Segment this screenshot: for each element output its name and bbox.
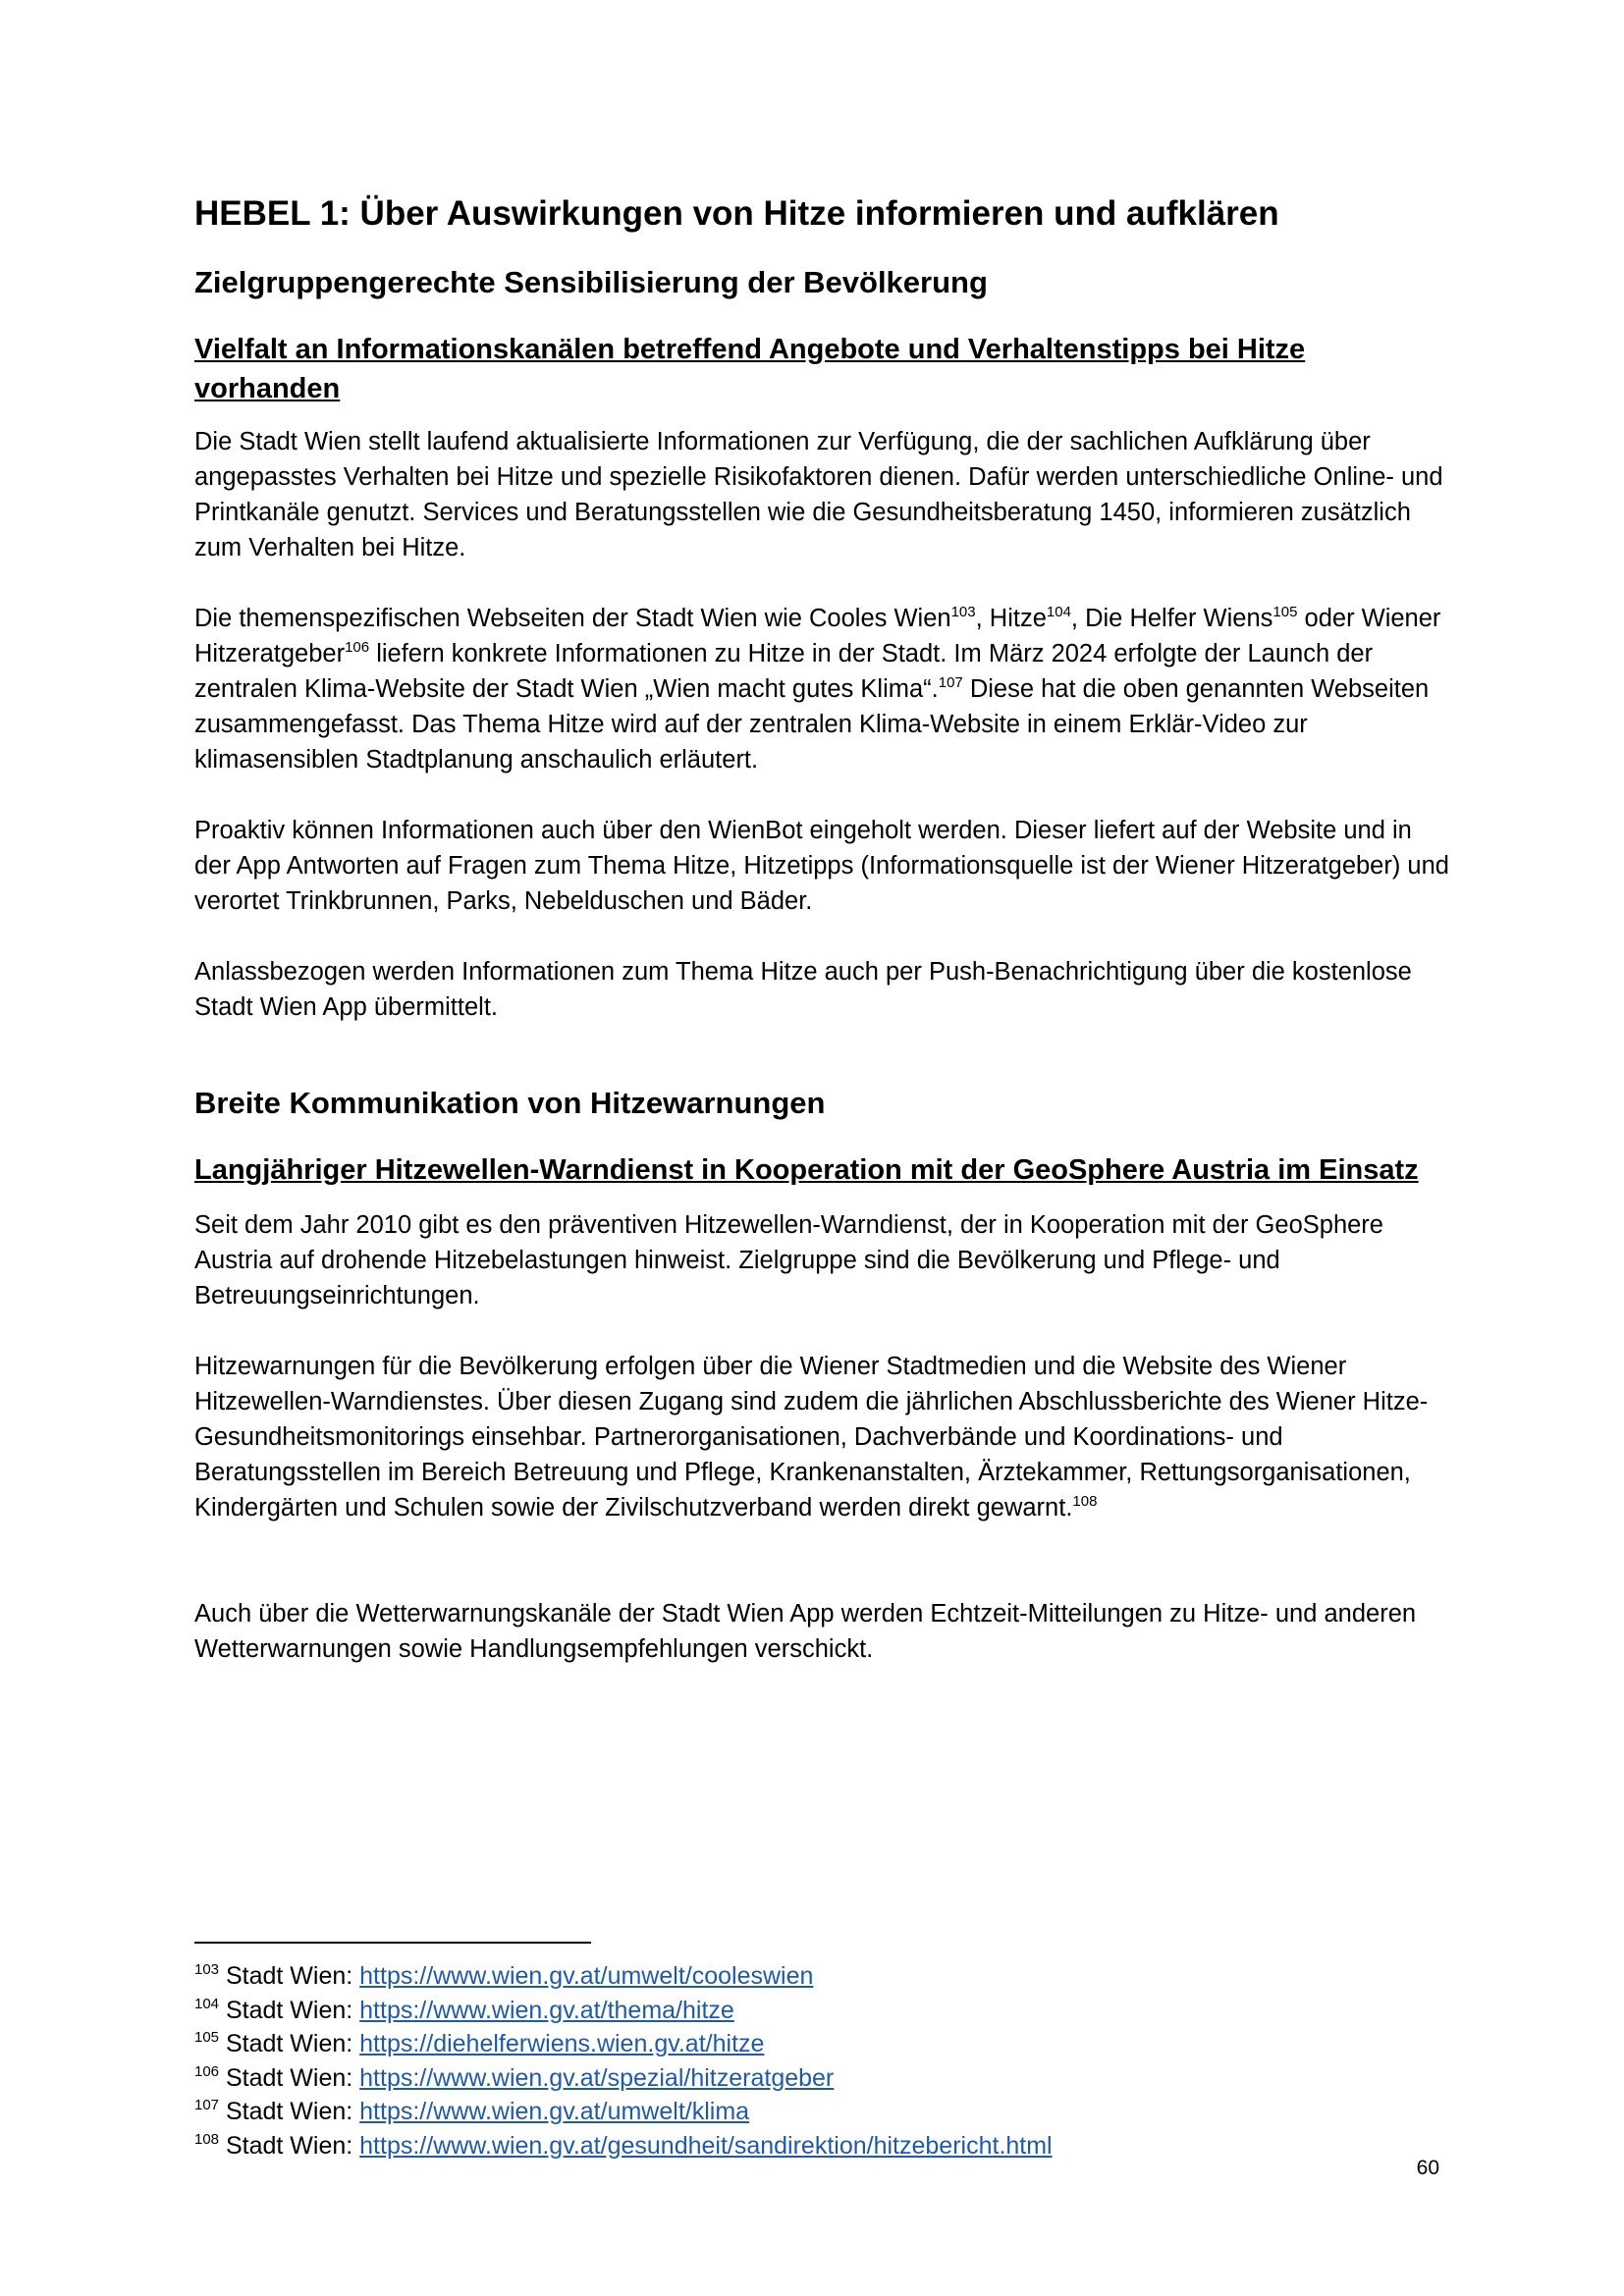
footnote-link[interactable]: https://diehelferwiens.wien.gv.at/hitze — [359, 2030, 765, 2057]
text-run: , Hitze — [975, 605, 1047, 632]
paragraph-hitzewarnungen — [194, 1349, 1451, 1525]
footnote-107 — [194, 2095, 1441, 2129]
heading-hebel-1: HEBEL 1: Über Auswirkungen von Hitze informieren und aufklären — [194, 194, 1279, 233]
footnote-104 — [194, 1994, 1441, 2028]
footnote-ref-103[interactable]: 103 — [950, 604, 976, 620]
footnote-103 — [194, 1959, 1441, 1994]
text-run: , Die Helfer Wiens — [1070, 605, 1273, 632]
footnote-105 — [194, 2027, 1441, 2061]
footnote-label: Stadt Wien: — [225, 2030, 360, 2057]
footnote-separator — [194, 1942, 591, 1944]
footnote-link[interactable]: https://www.wien.gv.at/umwelt/cooleswien — [359, 1962, 814, 1990]
footnote-link[interactable]: https://www.wien.gv.at/gesundheit/sandirektion/hitzebericht.html — [359, 2131, 1053, 2160]
footnote-number: 103 — [194, 1961, 220, 1978]
footnote-label: Stadt Wien: — [225, 2131, 360, 2160]
text-run: Die themenspezifischen Webseiten der Stadt Wien wie Cooles Wien — [194, 605, 951, 632]
paragraph-wienbot: Proaktiv können Informationen auch über den WienBot eingeholt werden. Dieser liefert auf der Website und in der App Antworten auf Fragen zum Thema Hitze, Hitzetipps (Informationsquelle ist der Wiener Hitzeratgeber) und verortet Trinkbrunnen, Parks, Nebelduschen und Bäder. — [194, 817, 1449, 915]
page-number: 60 — [1416, 2157, 1439, 2179]
footnote-number: 108 — [194, 2130, 220, 2148]
footnotes — [194, 1959, 1441, 2163]
footnote-ref-105[interactable]: 105 — [1272, 604, 1298, 620]
section-title-sensibilisierung: Zielgruppengerechte Sensibilisierung der Bevölkerung — [194, 265, 988, 299]
footnote-label: Stadt Wien: — [225, 2063, 360, 2092]
footnote-label: Stadt Wien: — [225, 1996, 360, 2024]
text-run: Diese hat die oben genannten Webseiten zusammengefasst. Das Thema Hitze wird auf der zentralen Klima-Website in einem Erklär-Video zur klimasensiblen Stadtplanung anschaulich erläutert. — [194, 675, 1430, 774]
footnote-link[interactable]: https://www.wien.gv.at/umwelt/klima — [359, 2098, 750, 2125]
footnote-number: 105 — [194, 2029, 220, 2046]
footnote-ref-104[interactable]: 104 — [1046, 604, 1071, 620]
text-run: Hitzewarnungen für die Bevölkerung erfolgen über die Wiener Stadtmedien und die Website des Wiener Hitzewellen-Warndienstes. Über diesen Zugang sind zudem die jährlichen Abschlussberichte des Wiener Hitze-Gesundheitsmonitorings einsehbar. Partnerorganisationen, Dachverbände und Koordinations- und Beratungsstellen im Bereich Betreuung und Pflege, Krankenanstalten, Ärztekammer, Rettungsorganisationen, Kindergärten und Schulen sowie der Zivilschutzverband werden direkt gewarnt. — [194, 1353, 1429, 1522]
footnote-link[interactable]: https://www.wien.gv.at/spezial/hitzeratgeber — [359, 2063, 835, 2092]
paragraph-webseiten — [194, 601, 1451, 777]
footnote-label: Stadt Wien: — [225, 2098, 360, 2125]
footnote-number: 104 — [194, 1995, 220, 2012]
paragraph-wetterwarnung: Auch über die Wetterwarnungskanäle der Stadt Wien App werden Echtzeit-Mitteilungen zu Hitze- und anderen Wetterwarnungen sowie Handlungsempfehlungen verschickt. — [194, 1600, 1417, 1663]
document-page — [194, 0, 1449, 2296]
footnote-label: Stadt Wien: — [225, 1962, 360, 1990]
text-run: oder Wiener Hitzeratgeber — [194, 605, 1441, 667]
paragraph-push: Anlassbezogen werden Informationen zum Thema Hitze auch per Push-Benachrichtigung über die kostenlose Stadt Wien App übermittelt. — [194, 958, 1412, 1021]
section-title-hitzewarnungen: Breite Kommunikation von Hitzewarnungen — [194, 1086, 826, 1120]
paragraph-warndienst: Seit dem Jahr 2010 gibt es den präventiven Hitzewellen-Warndienst, der in Kooperation mit der GeoSphere Austria auf drohende Hitzebelastungen hinweist. Zielgruppe sind die Bevölkerung und Pflege- und Betreuungseinrichtungen. — [194, 1211, 1383, 1309]
footnote-106 — [194, 2061, 1441, 2096]
subsection-title-warndienst: Langjähriger Hitzewellen-Warndienst in Kooperation mit der GeoSphere Austria im Einsatz — [194, 1154, 1419, 1186]
footnote-ref-107[interactable]: 107 — [938, 674, 963, 691]
footnote-108 — [194, 2129, 1441, 2163]
subsection-title-informationskanaele: Vielfalt an Informationskanälen betreffend Angebote und Verhaltenstipps bei Hitze vorhanden — [194, 334, 1306, 404]
footnote-link[interactable]: https://www.wien.gv.at/thema/hitze — [359, 1996, 734, 2024]
footnote-number: 106 — [194, 2062, 220, 2080]
footnote-number: 107 — [194, 2097, 220, 2113]
text-run: liefern konkrete Informationen zu Hitze in der Stadt. Im März 2024 erfolgte der Launch der zentralen Klima-Website der Stadt Wien „Wien macht gutes Klima“. — [194, 640, 1374, 703]
footnote-ref-106[interactable]: 106 — [345, 639, 370, 656]
paragraph-aufklaerung: Die Stadt Wien stellt laufend aktualisierte Informationen zur Verfügung, die der sachlichen Aufklärung über angepasstes Verhalten bei Hitze und spezielle Risikofaktoren dienen. Dafür werden unterschiedliche Online- und Printkanäle genutzt. Services und Beratungsstellen wie die Gesundheitsberatung 1450, informieren zusätzlich zum Verhalten bei Hitze. — [194, 428, 1443, 561]
footnote-ref-108[interactable]: 108 — [1072, 1493, 1098, 1510]
